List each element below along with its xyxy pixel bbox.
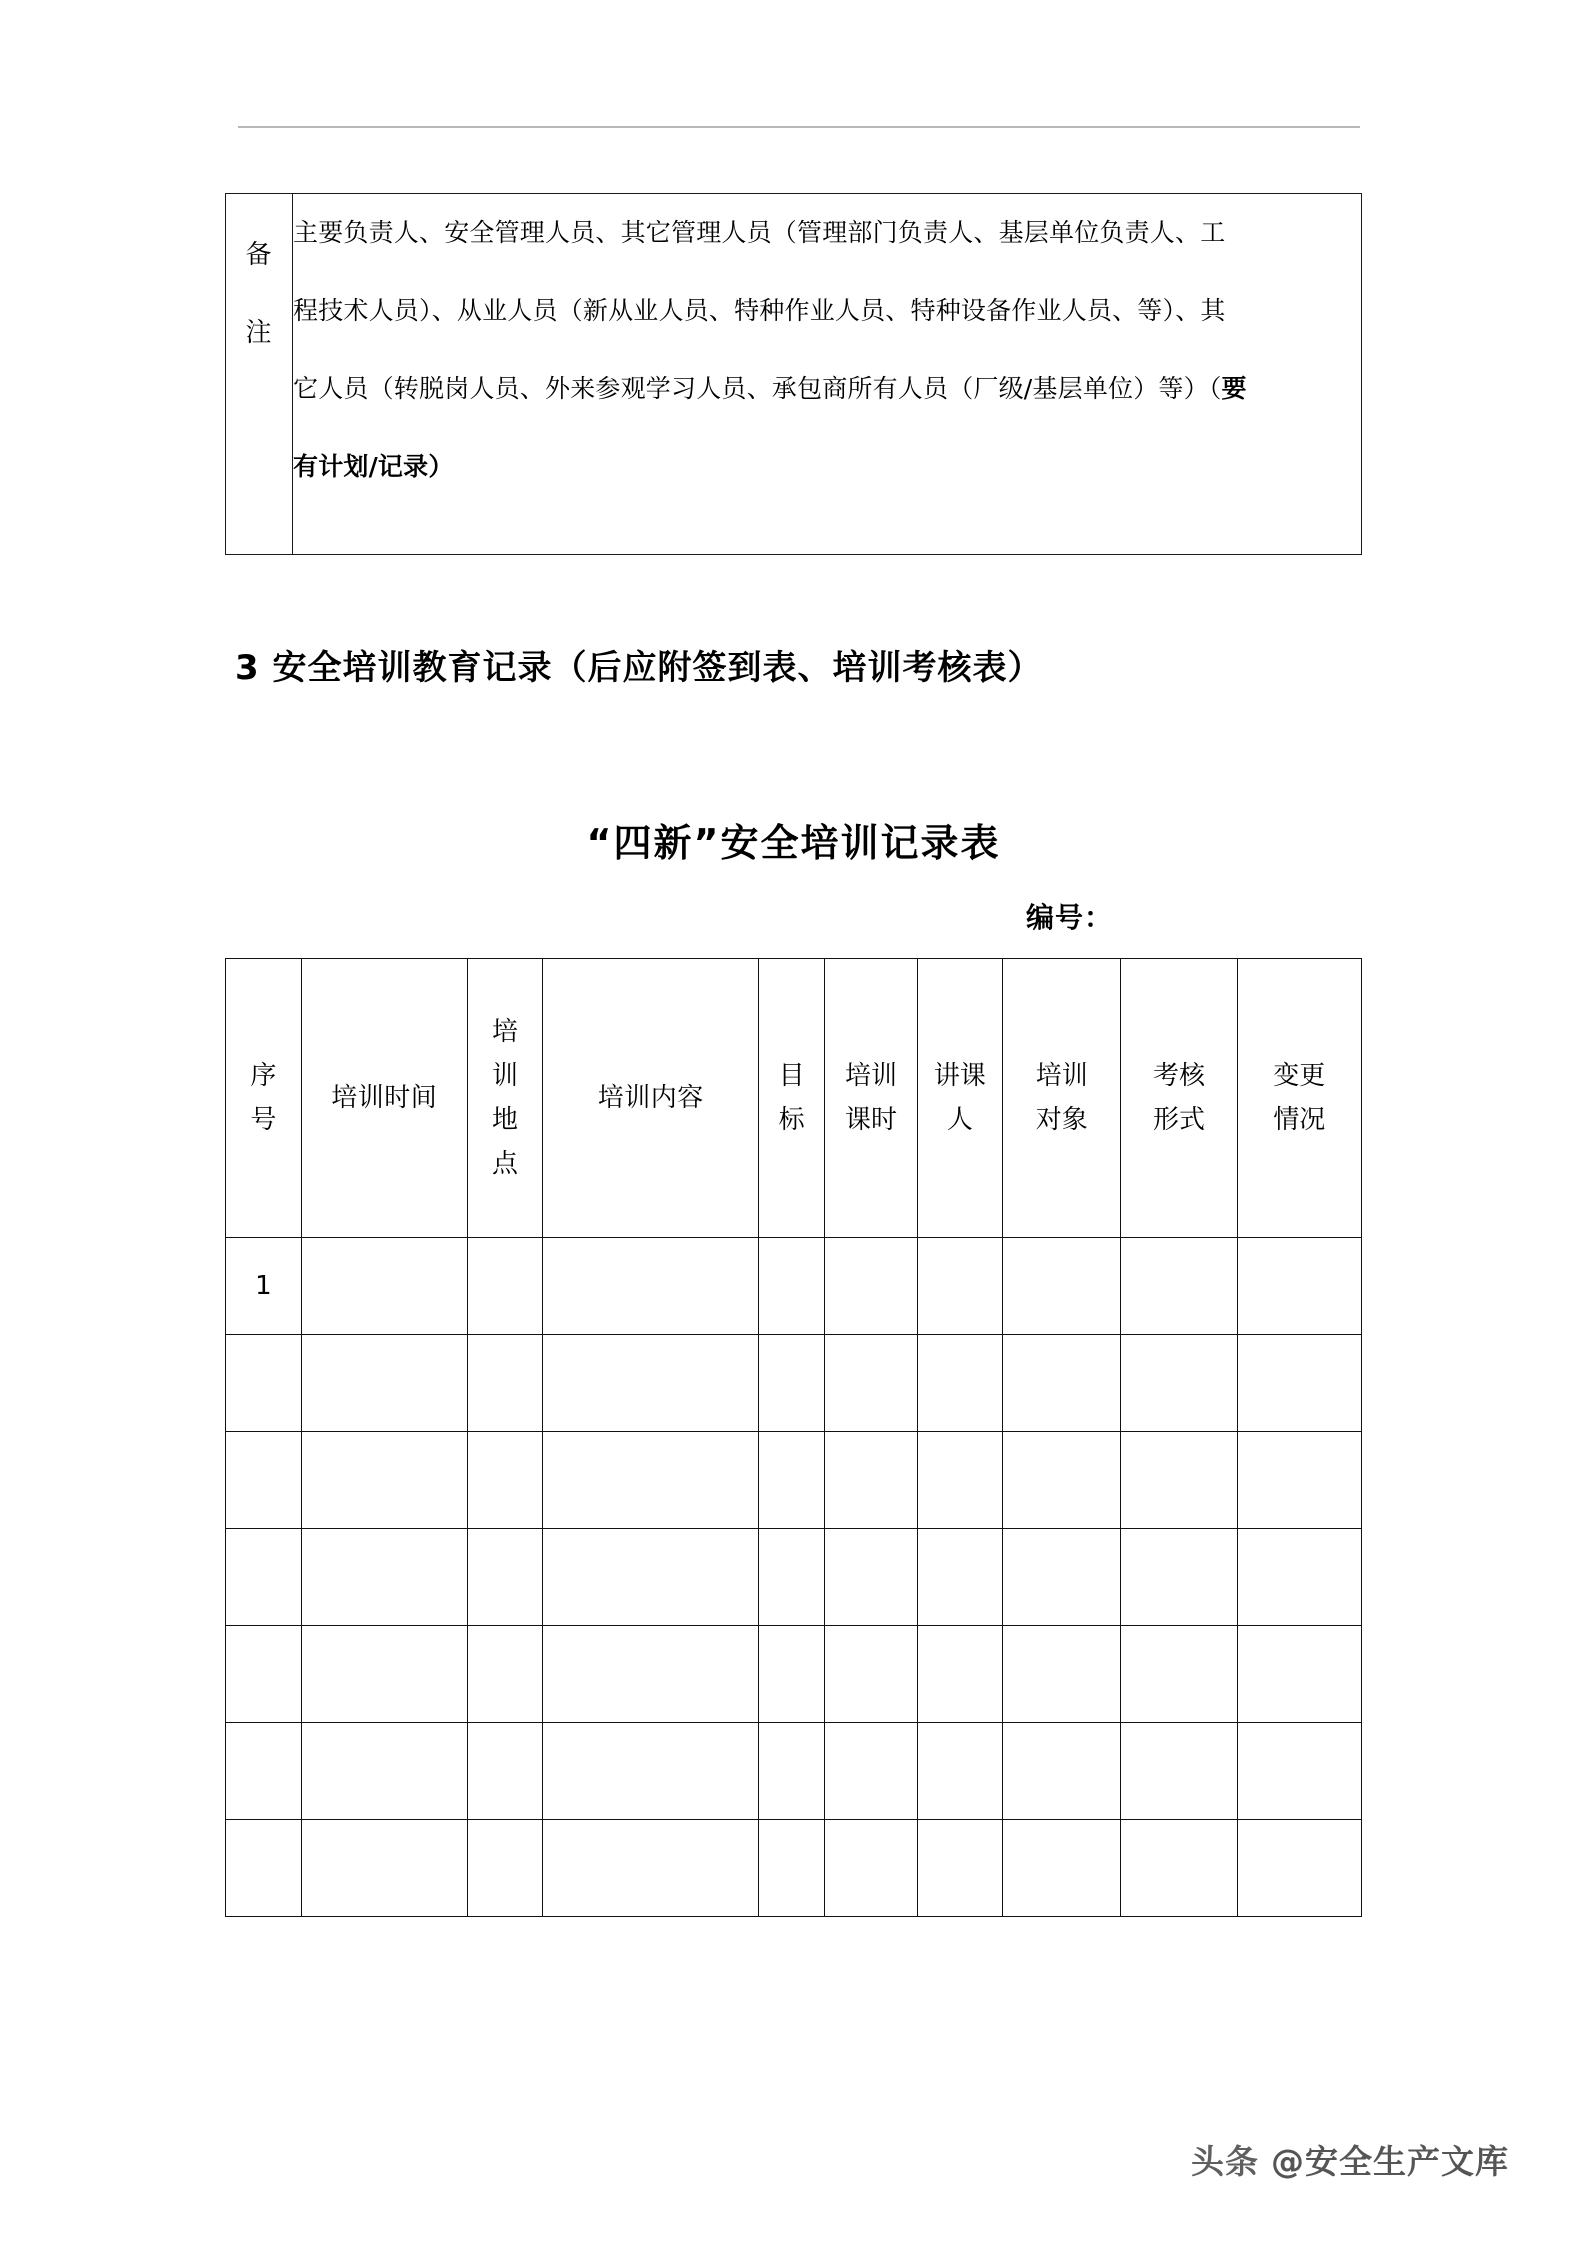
header-place xyxy=(467,959,543,1238)
cell-time[interactable] xyxy=(301,1626,467,1723)
cell-goal[interactable] xyxy=(759,1335,825,1432)
cell-exam[interactable] xyxy=(1121,1432,1237,1529)
header-rule xyxy=(238,126,1360,128)
serial-number-label: 编号： xyxy=(1026,901,1114,934)
cell-teacher[interactable] xyxy=(917,1723,1002,1820)
cell-place[interactable] xyxy=(467,1529,543,1626)
cell-goal[interactable] xyxy=(759,1238,825,1335)
cell-place[interactable] xyxy=(467,1626,543,1723)
header-change-line-1: 变更 xyxy=(1273,1061,1326,1091)
cell-exam[interactable] xyxy=(1121,1723,1237,1820)
remarks-line-3 xyxy=(293,350,1361,428)
cell-place[interactable] xyxy=(467,1335,543,1432)
cell-seq[interactable] xyxy=(226,1820,302,1917)
header-teacher-line-2: 人 xyxy=(946,1105,973,1135)
cell-time[interactable] xyxy=(301,1529,467,1626)
cell-target[interactable] xyxy=(1003,1723,1121,1820)
cell-teacher[interactable] xyxy=(917,1626,1002,1723)
cell-change[interactable] xyxy=(1237,1432,1361,1529)
section-heading: 3 安全培训教育记录（后应附签到表、培训考核表） xyxy=(235,648,1043,688)
header-place-char-1: 培 xyxy=(492,1017,519,1047)
cell-change[interactable] xyxy=(1237,1626,1361,1723)
cell-time[interactable] xyxy=(301,1723,467,1820)
cell-teacher[interactable] xyxy=(917,1238,1002,1335)
cell-target[interactable] xyxy=(1003,1820,1121,1917)
header-change xyxy=(1237,959,1361,1238)
cell-change[interactable] xyxy=(1237,1238,1361,1335)
cell-change[interactable] xyxy=(1237,1723,1361,1820)
cell-target[interactable] xyxy=(1003,1238,1121,1335)
header-exam-line-1: 考核 xyxy=(1152,1061,1205,1091)
remarks-label-stack xyxy=(226,194,292,372)
remarks-line-4-bold: 有计划/记录） xyxy=(293,452,454,481)
cell-place[interactable] xyxy=(467,1723,543,1820)
header-time xyxy=(301,959,467,1238)
cell-goal[interactable] xyxy=(759,1723,825,1820)
cell-teacher[interactable] xyxy=(917,1335,1002,1432)
watermark-prefix: 头条 xyxy=(1191,2142,1259,2181)
header-seq-char-2: 号 xyxy=(250,1105,277,1135)
header-change-line-2: 情况 xyxy=(1273,1105,1326,1135)
cell-content[interactable] xyxy=(543,1432,759,1529)
header-exam xyxy=(1121,959,1237,1238)
header-seq-char-1: 序 xyxy=(250,1061,277,1091)
header-place-char-4: 点 xyxy=(492,1149,519,1179)
header-goal-char-2: 标 xyxy=(778,1105,805,1135)
header-target-line-2: 对象 xyxy=(1035,1105,1088,1135)
cell-goal[interactable] xyxy=(759,1529,825,1626)
watermark xyxy=(1191,2136,1509,2183)
form-title: “四新”安全培训记录表 xyxy=(586,821,1001,865)
remarks-line-3-plain: 它人员（转脱岗人员、外来参观学习人员、承包商所有人员（厂级/基层单位）等）（ xyxy=(293,374,1222,403)
remarks-line-3-bold: 要 xyxy=(1221,374,1247,403)
cell-change[interactable] xyxy=(1237,1335,1361,1432)
cell-place[interactable] xyxy=(467,1432,543,1529)
header-teacher xyxy=(917,959,1002,1238)
cell-target[interactable] xyxy=(1003,1626,1121,1723)
header-target-line-1: 培训 xyxy=(1035,1061,1088,1091)
header-content xyxy=(543,959,759,1238)
cell-time[interactable] xyxy=(301,1820,467,1917)
table-row xyxy=(226,1529,1362,1626)
cell-hours[interactable] xyxy=(825,1820,917,1917)
table-row xyxy=(226,1820,1362,1917)
cell-seq[interactable] xyxy=(226,1626,302,1723)
cell-change[interactable] xyxy=(1237,1820,1361,1917)
cell-hours[interactable] xyxy=(825,1529,917,1626)
header-place-stack xyxy=(492,1010,518,1186)
remarks-line-1: 主要负责人、安全管理人员、其它管理人员（管理部门负责人、基层单位负责人、工 xyxy=(293,218,1226,247)
header-place-char-2: 训 xyxy=(492,1061,519,1091)
cell-exam[interactable] xyxy=(1121,1626,1237,1723)
header-exam-line-2: 形式 xyxy=(1152,1105,1205,1135)
table-row xyxy=(226,1335,1362,1432)
cell-place[interactable] xyxy=(467,1820,543,1917)
cell-goal[interactable] xyxy=(759,1626,825,1723)
cell-hours[interactable] xyxy=(825,1723,917,1820)
cell-time[interactable] xyxy=(301,1238,467,1335)
cell-goal[interactable] xyxy=(759,1820,825,1917)
watermark-brand: @安全生产文库 xyxy=(1271,2142,1509,2181)
cell-target[interactable] xyxy=(1003,1335,1121,1432)
header-exam-stack xyxy=(1153,1054,1205,1142)
cell-hours[interactable] xyxy=(825,1238,917,1335)
cell-content[interactable] xyxy=(543,1820,759,1917)
remarks-table xyxy=(225,193,1362,555)
cell-goal[interactable] xyxy=(759,1432,825,1529)
header-teacher-stack xyxy=(934,1054,986,1142)
header-target-stack xyxy=(1036,1054,1088,1142)
header-content-label: 培训内容 xyxy=(597,1083,704,1113)
cell-hours[interactable] xyxy=(825,1432,917,1529)
table-row xyxy=(226,1723,1362,1820)
cell-seq[interactable] xyxy=(226,1335,302,1432)
cell-content[interactable] xyxy=(543,1626,759,1723)
header-hours-stack xyxy=(845,1054,897,1142)
cell-seq[interactable] xyxy=(226,1723,302,1820)
cell-seq[interactable]: 1 xyxy=(226,1238,302,1335)
remarks-body-cell xyxy=(293,194,1362,555)
table-body xyxy=(226,1238,1362,1917)
cell-seq[interactable] xyxy=(226,1529,302,1626)
header-goal-char-1: 目 xyxy=(778,1061,805,1091)
header-teacher-line-1: 讲课 xyxy=(933,1061,986,1091)
cell-exam[interactable] xyxy=(1121,1529,1237,1626)
remarks-label-char-2: 注 xyxy=(245,318,273,348)
header-change-stack xyxy=(1273,1054,1325,1142)
header-goal xyxy=(759,959,825,1238)
header-time-label: 培训时间 xyxy=(331,1083,438,1113)
header-goal-stack xyxy=(779,1054,805,1142)
cell-time[interactable] xyxy=(301,1432,467,1529)
remarks-row xyxy=(226,194,1362,555)
cell-target[interactable] xyxy=(1003,1432,1121,1529)
remarks-line-4 xyxy=(293,428,1361,506)
cell-teacher[interactable] xyxy=(917,1820,1002,1917)
cell-content[interactable] xyxy=(543,1529,759,1626)
cell-teacher[interactable] xyxy=(917,1432,1002,1529)
header-hours-line-1: 培训 xyxy=(845,1061,898,1091)
cell-seq[interactable] xyxy=(226,1432,302,1529)
cell-hours[interactable] xyxy=(825,1335,917,1432)
cell-place[interactable] xyxy=(467,1238,543,1335)
cell-content[interactable] xyxy=(543,1723,759,1820)
table-header-row xyxy=(226,959,1362,1238)
remarks-line-2: 程技术人员）、从业人员（新从业人员、特种作业人员、特种设备作业人员、等）、其 xyxy=(293,296,1226,325)
cell-target[interactable] xyxy=(1003,1529,1121,1626)
training-record-table xyxy=(225,958,1362,1917)
header-target xyxy=(1003,959,1121,1238)
header-hours xyxy=(825,959,917,1238)
cell-hours[interactable] xyxy=(825,1626,917,1723)
table-row xyxy=(226,1626,1362,1723)
cell-time[interactable] xyxy=(301,1335,467,1432)
cell-content[interactable] xyxy=(543,1238,759,1335)
cell-exam[interactable] xyxy=(1121,1335,1237,1432)
cell-exam[interactable] xyxy=(1121,1820,1237,1917)
cell-teacher[interactable] xyxy=(917,1529,1002,1626)
table-row xyxy=(226,1432,1362,1529)
cell-change[interactable] xyxy=(1237,1529,1361,1626)
header-hours-line-2: 课时 xyxy=(845,1105,898,1135)
remarks-label-char-1: 备 xyxy=(245,240,273,270)
header-seq xyxy=(226,959,302,1238)
cell-exam[interactable] xyxy=(1121,1238,1237,1335)
remarks-label-cell xyxy=(226,194,293,555)
cell-content[interactable] xyxy=(543,1335,759,1432)
header-place-char-3: 地 xyxy=(492,1105,519,1135)
header-seq-stack xyxy=(250,1054,276,1142)
table-row xyxy=(226,1238,1362,1335)
